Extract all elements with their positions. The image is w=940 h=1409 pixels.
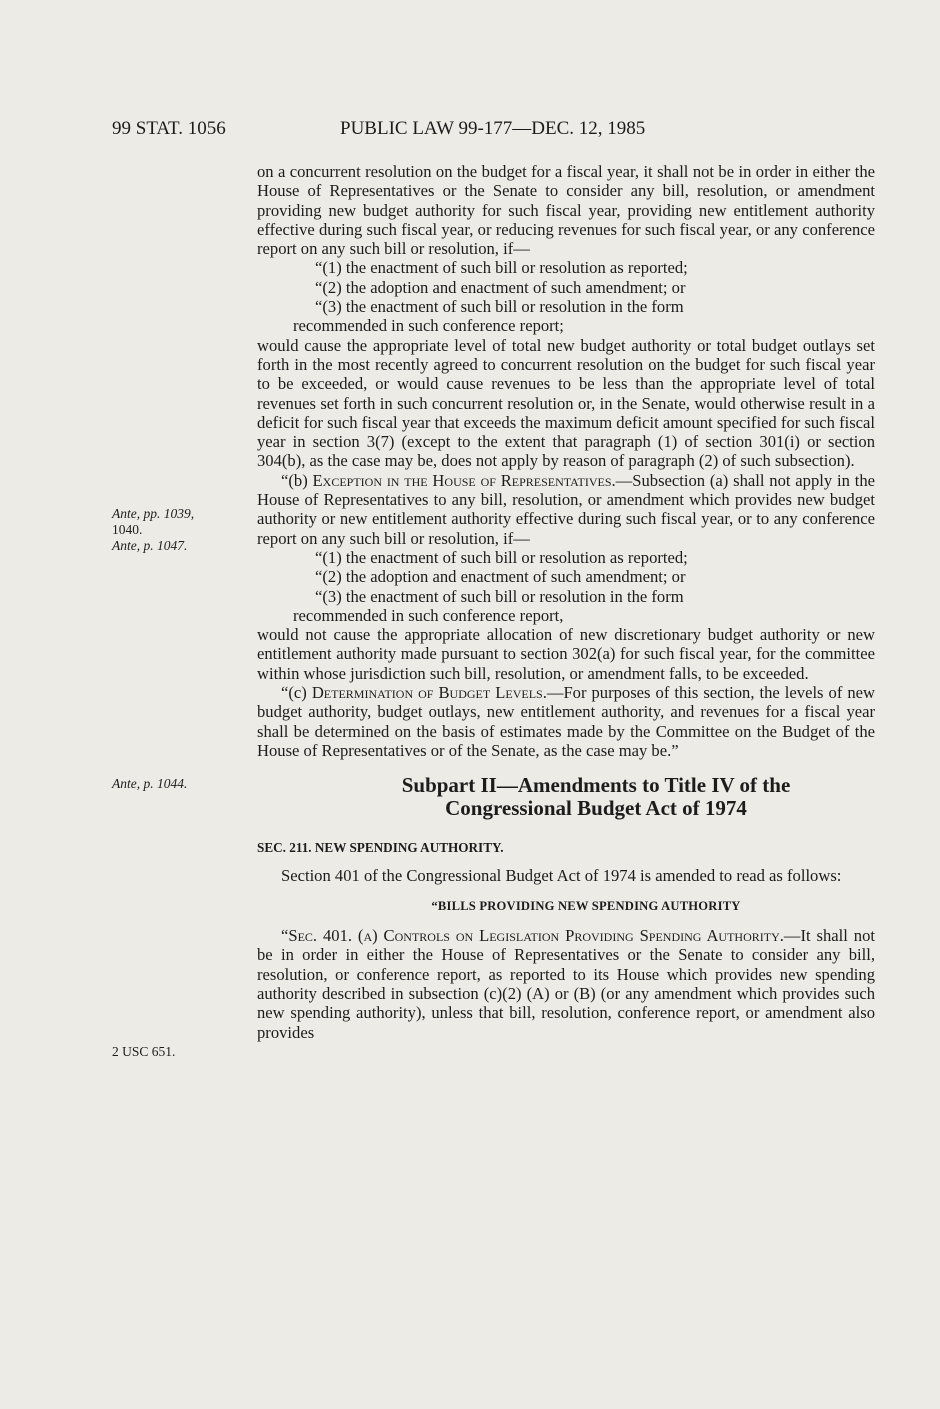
subsection-heading: Determination of Budget Levels [311,683,543,703]
margin-note-ante-1039 [112,506,242,538]
statute-body [257,162,875,1042]
paragraph: would not cause the appropriate allocation of new discretionary budget authority or new entitlement authority made pursuant to section 302(a) for such fiscal year, for the committee within whose jurisdiction such bill, resolution, or amendment falls, to be exceeded. [257,625,875,683]
subsection-text: .—For purposes of this section, the levels of new budget authority, budget outlays, new entitlement authority, and revenues for a fiscal year shall be determined on the basis of estimates made by the Committee on the Budget of the House of Representatives or of the Senate, as the case may be.” [257,683,876,760]
list-item: “(1) the enactment of such bill or resolution as reported; [315,547,688,567]
margin-note-line: Ante, p. 1047. [112,538,188,553]
running-title: PUBLIC LAW 99-177—DEC. 12, 1985 [340,118,646,139]
list-item: “(3) the enactment of such bill or resolution in the form [315,586,684,606]
subsection-text: .—Subsection (a) shall not apply in the House of Representatives to any bill, resolution, or amendment which provides new budget authority or new entitlement authority effective during such fiscal year, or to any conference report on any such bill or resolution, if— [257,470,875,548]
margin-note-ante-1044 [112,776,242,792]
subsection-text: .—It shall not be in order in either the House of Representatives or the Senate to consider any bill, resolution, or conference report, as reported to its House which provides new spending authority described in subsection (c)(2) (A) or (B) (or any amendment which provides such new spending authority), unless that bill, resolution, conference report, or amendment also provides [257,926,875,1042]
subpart-heading [257,774,875,820]
margin-note-line: 2 USC 651. [112,1044,176,1059]
paragraph: on a concurrent resolution on the budget for a fiscal year, it shall not be in order in either the House of Representatives or the Senate to consider any bill, resolution, or amendment providing new budget authority for such fiscal year, providing new entitlement authority effective during such fiscal year, or reducing revenues for such fiscal year, or any conference report on any such bill or resolution, if— [257,162,875,259]
list-item-continuation: recommended in such conference report, [293,605,564,625]
section-401-a [257,926,875,1042]
paragraph: Section 401 of the Congressional Budget Act of 1974 is amended to read as follows: [281,865,842,885]
section-lead: “Sec. 401. (a) [281,926,384,946]
margin-note-line: Ante, p. 1044. [112,776,188,791]
section-heading: SEC. 211. NEW SPENDING AUTHORITY. [257,840,504,856]
subsection-heading: Controls on Legislation Providing Spending Authority [383,926,780,946]
subsection-heading: Exception in the House of Representatives [312,470,612,490]
paragraph: would cause the appropriate level of total new budget authority or total budget outlays set forth in the most recently agreed to concurrent resolution on the budget for such fiscal year to be exceeded, or would cause revenues to be less than the appropriate level of total revenues set forth in such concurrent resolution or, in the Senate, would otherwise result in a deficit for such fiscal year that exceeds the maximum deficit amount specified for such fiscal year in section 3(7) (except to the extent that paragraph (1) of section 301(i) or section 304(b), as the case may be, does not apply by reason of paragraph (2) of such subsection). [257,335,875,471]
subsection-c [257,683,875,760]
margin-note-line: Ante, pp. 1039, [112,506,195,521]
page-header [0,118,940,148]
subpart-heading-line: Congressional Budget Act of 1974 [445,796,747,821]
subsection-b [257,471,875,548]
subpart-heading-line: Subpart II—Amendments to Title IV of the [401,773,791,798]
margin-note-line: 1040. [112,522,143,537]
margin-note-usc-651 [112,1044,242,1060]
list-item: “(3) the enactment of such bill or resolution in the form [315,297,684,317]
list-item: “(1) the enactment of such bill or resolution as reported; [315,258,688,278]
margin-note-ante-1047 [112,538,242,554]
subsection-lead: “(c) [281,683,312,703]
subsection-lead: “(b) [281,470,313,490]
list-item: “(2) the adoption and enactment of such amendment; or [315,277,686,297]
statute-page-number: 99 STAT. 1056 [112,118,226,139]
centered-heading: “BILLS PROVIDING NEW SPENDING AUTHORITY [431,898,741,913]
list-item: “(2) the adoption and enactment of such amendment; or [315,567,686,587]
list-item-continuation: recommended in such conference report; [293,316,564,336]
